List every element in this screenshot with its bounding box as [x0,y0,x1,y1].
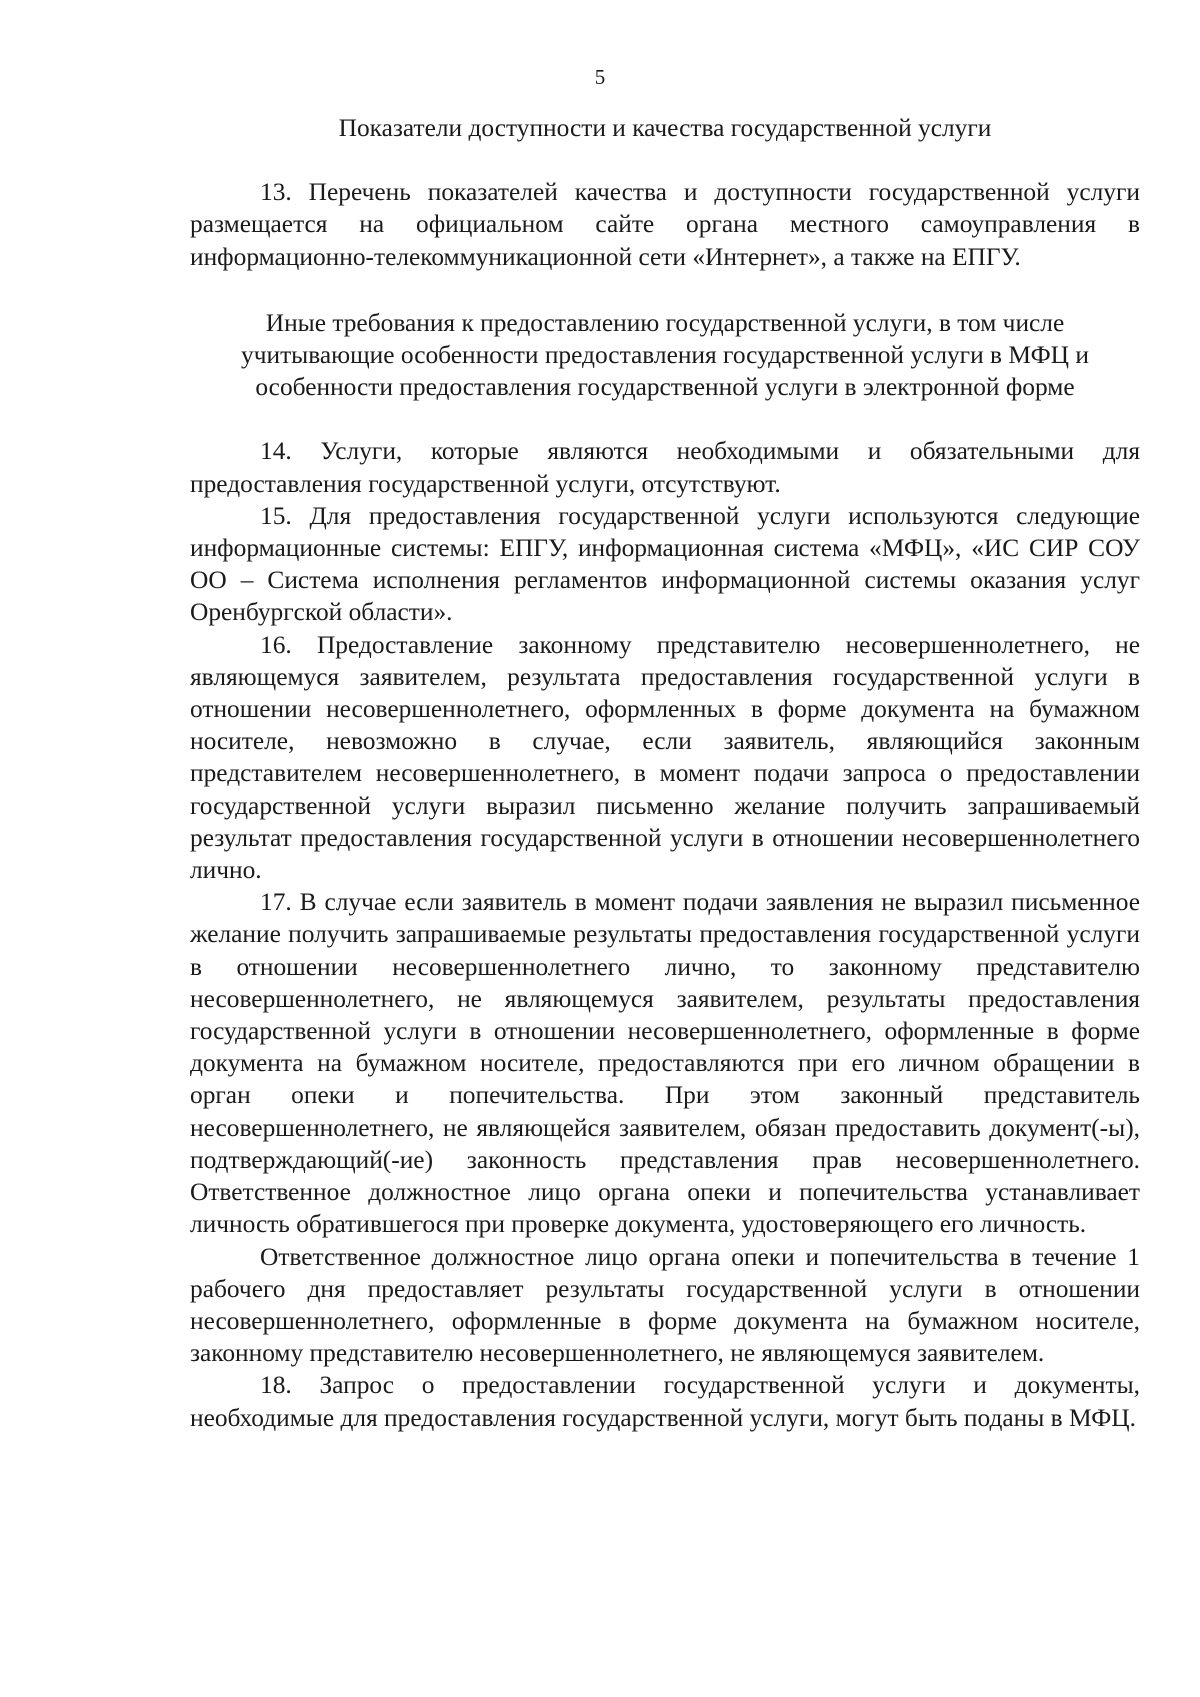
section-heading-accessibility-quality: Показатели доступности и качества государственной услуги [338,114,992,142]
section-heading-other-requirements: Иные требования к предоставлению государственной услуги, в том числе учитывающие особенности предоставления государственной услуги в МФЦ и особенности предоставления государственной услуги в электронной форме [241,308,1089,402]
document-body [190,112,1140,1434]
paragraph-15: 15. Для предоставления государственной услуги используются следующие информационные системы: ЕПГУ, информационная система «МФЦ», «ИС СИР СОУ ОО – Система исполнения регламентов информационной системы оказания услуг Оренбургской области». [190,501,1140,627]
paragraph-13: 13. Перечень показателей качества и доступности государственной услуги размещается на официальном сайте органа местного самоуправления в информационно-телекоммуникационной сети «Интернет», а также на ЕПГУ. [190,178,1140,271]
paragraph-16: 16. Предоставление законному представителю несовершеннолетнего, не являющемуся заявителем, результата предоставления государственной услуги в отношении несовершеннолетнего, оформленных в форме документа на бумажном носителе, невозможно в случае, если заявитель, являющийся законным представителем несовершеннолетнего, в момент подачи запроса о предоставлении государственной услуги выразил письменно желание получить запрашиваемый результат предоставления государственной услуги в отношении несовершеннолетнего лично. [190,630,1140,885]
page-number: 5 [594,65,606,89]
paragraph-14: 14. Услуги, которые являются необходимыми и обязательными для предоставления государственной услуги, отсутствуют. [190,437,1140,498]
paragraph-18: 18. Запрос о предоставлении государственной услуги и документы, необходимые для предоставления государственной услуги, могут быть поданы в МФЦ. [190,1371,1140,1432]
paragraph-17: 17. В случае если заявитель в момент подачи заявления не выразил письменное желание получить запрашиваемые результаты предоставления государственной услуги в отношении несовершеннолетнего лично, то законному представителю несовершеннолетнего, не являющемуся заявителем, результаты предоставления государственной услуги в отношении несовершеннолетнего, оформленные в форме документа на бумажном носителе, предоставляются при его личном обращении в орган опеки и попечительства. При этом законный представитель несовершеннолетнего, не являющейся заявителем, обязан предоставить документ(-ы), подтверждающий(-ие) законность представления прав несовершеннолетнего. Ответственное должностное лицо органа опеки и попечительства устанавливает личность обратившегося при проверке документа, удостоверяющего его личность. [190,888,1140,1239]
paragraph-17-continued: Ответственное должностное лицо органа опеки и попечительства в течение 1 рабочего дня предоставляет результаты государственной услуги в отношении несовершеннолетнего, оформленные в форме документа на бумажном носителе, законному представителю несовершеннолетнего, не являющемуся заявителем. [190,1242,1140,1368]
